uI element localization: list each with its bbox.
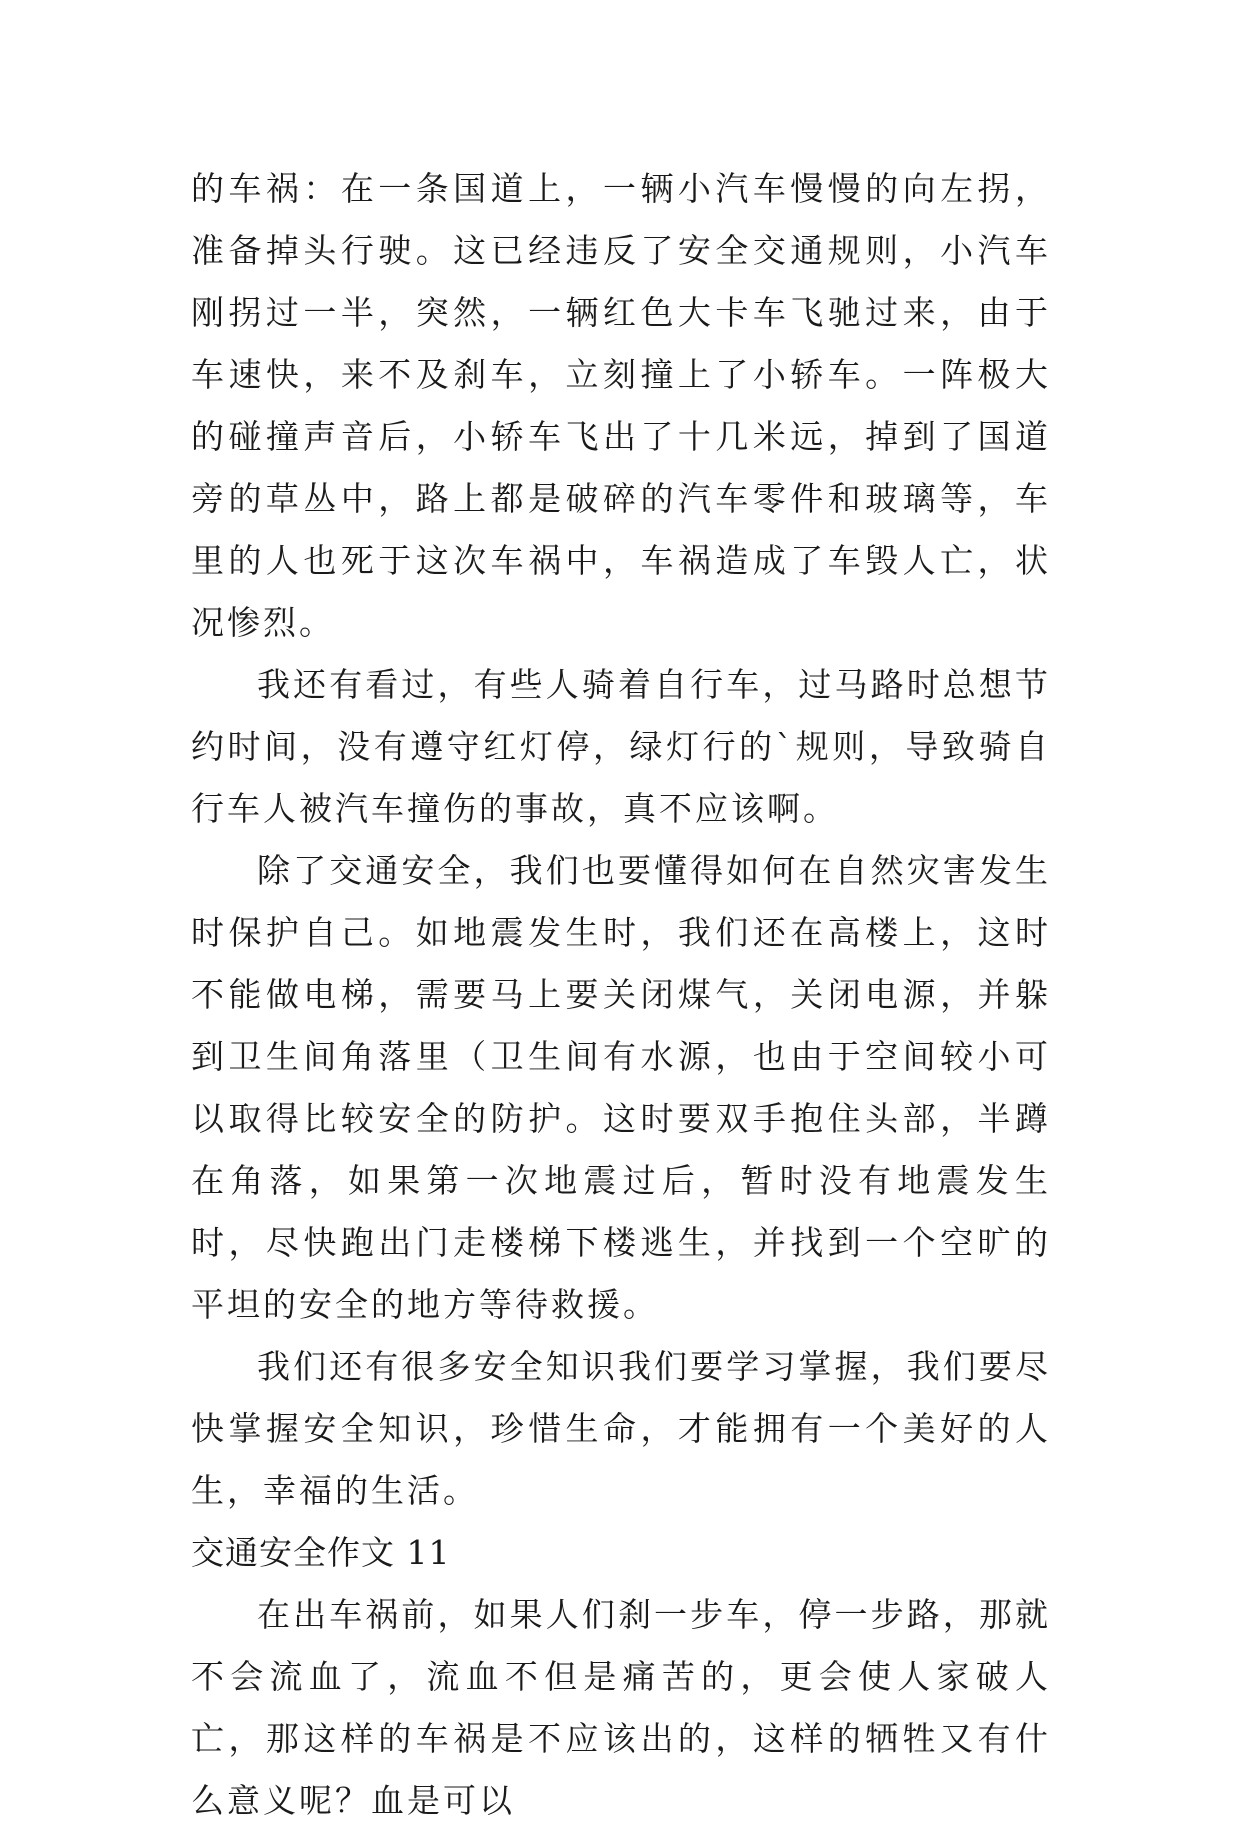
paragraph-essay-11-opening: 在出车祸前，如果人们刹一步车，停一步路，那就不会流血了，流血不但是痛苦的，更会使人家破人亡，那这样的车祸是不应该出的，这样的牺牲又有什么意义呢？血是可以: [191, 1595, 1051, 1820]
paragraph-earthquake: 除了交通安全，我们也要懂得如何在自然灾害发生时保护自己。如地震发生时，我们还在高楼上，这时不能做电梯，需要马上要关闭煤气，关闭电源，并躲到卫生间角落里（卫生间有水源，也由于空间较小可以取得比较安全的防护。这时要双手抱住头部，半蹲在角落，如果第一次地震过后，暂时没有地震发生时，尽快跑出门走楼梯下楼逃生，并找到一个空旷的平坦的安全的地方等待救援。: [191, 851, 1051, 1324]
document-body: [191, 158, 1051, 1832]
essay-heading: 交通安全作文 11: [191, 1533, 451, 1572]
paragraph-car-accident: 的车祸：在一条国道上，一辆小汽车慢慢的向左拐，准备掉头行驶。这已经违反了安全交通规则，小汽车刚拐过一半，突然，一辆红色大卡车飞驰过来，由于车速快，来不及刹车，立刻撞上了小轿车。一阵极大的碰撞声音后，小轿车飞出了十几米远，掉到了国道旁的草丛中，路上都是破碎的汽车零件和玻璃等，车里的人也死于这次车祸中，车祸造成了车毁人亡，状况惨烈。: [191, 169, 1051, 642]
paragraph-conclusion: 我们还有很多安全知识我们要学习掌握，我们要尽快掌握安全知识，珍惜生命，才能拥有一个美好的人生，幸福的生活。: [191, 1347, 1051, 1510]
paragraph-bicycle: 我还有看过，有些人骑着自行车，过马路时总想节约时间，没有遵守红灯停，绿灯行的`规则，导致骑自行车人被汽车撞伤的事故，真不应该啊。: [191, 665, 1051, 828]
